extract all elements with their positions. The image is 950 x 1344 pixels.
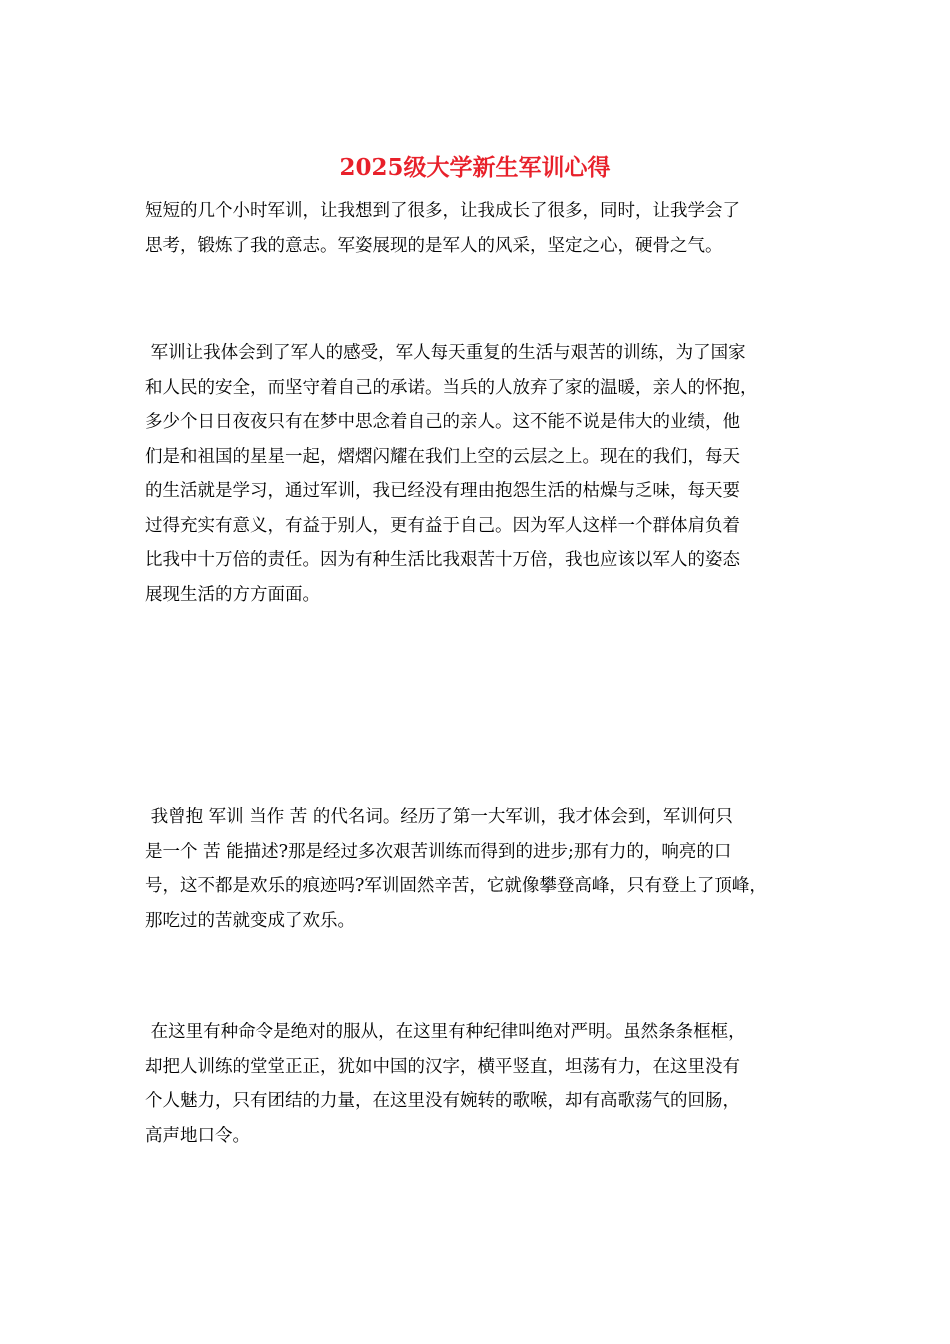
paragraph-3: 我曾抱 军训 当作 苦 的代名词。经历了第一大军训，我才体会到，军训何只 是一个 苦 能描述?那是经过多次艰苦训练而得到的进步;那有力的，响亮的口 号，这不都是欢乐的痕迹吗?军训固然辛苦，它就像攀登高峰，只有登上了顶峰， 那吃过的苦就变成了欢乐。 (145, 807, 767, 931)
document-title: 2025级大学新生军训心得 (339, 154, 611, 181)
paragraph-4: 在这里有种命令是绝对的服从，在这里有种纪律叫绝对严明。虽然条条框框， 却把人训练的堂堂正正，犹如中国的汉字，横平竖直，坦荡有力，在这里没有 个人魅力，只有团结的力量，在这里没有婉转的歌喉，却有高歌荡气的回肠， 高声地口令。 (145, 1022, 746, 1146)
paragraph-1: 短短的几个小时军训，让我想到了很多，让我成长了很多，同时，让我学会了 思考，锻炼了我的意志。军姿展现的是军人的风采，坚定之心，硬骨之气。 (145, 201, 740, 256)
paragraph-2: 军训让我体会到了军人的感受，军人每天重复的生活与艰苦的训练，为了国家 和人民的安全，而坚守着自己的承诺。当兵的人放弃了家的温暖，亲人的怀抱， 多少个日日夜夜只有在梦中思念着自己的亲人。这不能不说是伟大的业绩，他 们是和祖国的星星一起，熠熠闪耀在我们上空的云层之上。现在的我们，每天 的生活就是学习，通过军训，我已经没有理由抱怨生活的枯燥与乏味，每天要 过得充实有意义，有益于别人，更有益于自己。因为军人这样一个群体肩负着 比我中十万倍的责任。因为有种生活比我艰苦十万倍，我也应该以军人的姿态 展现生活的方方面面。 (145, 343, 758, 605)
